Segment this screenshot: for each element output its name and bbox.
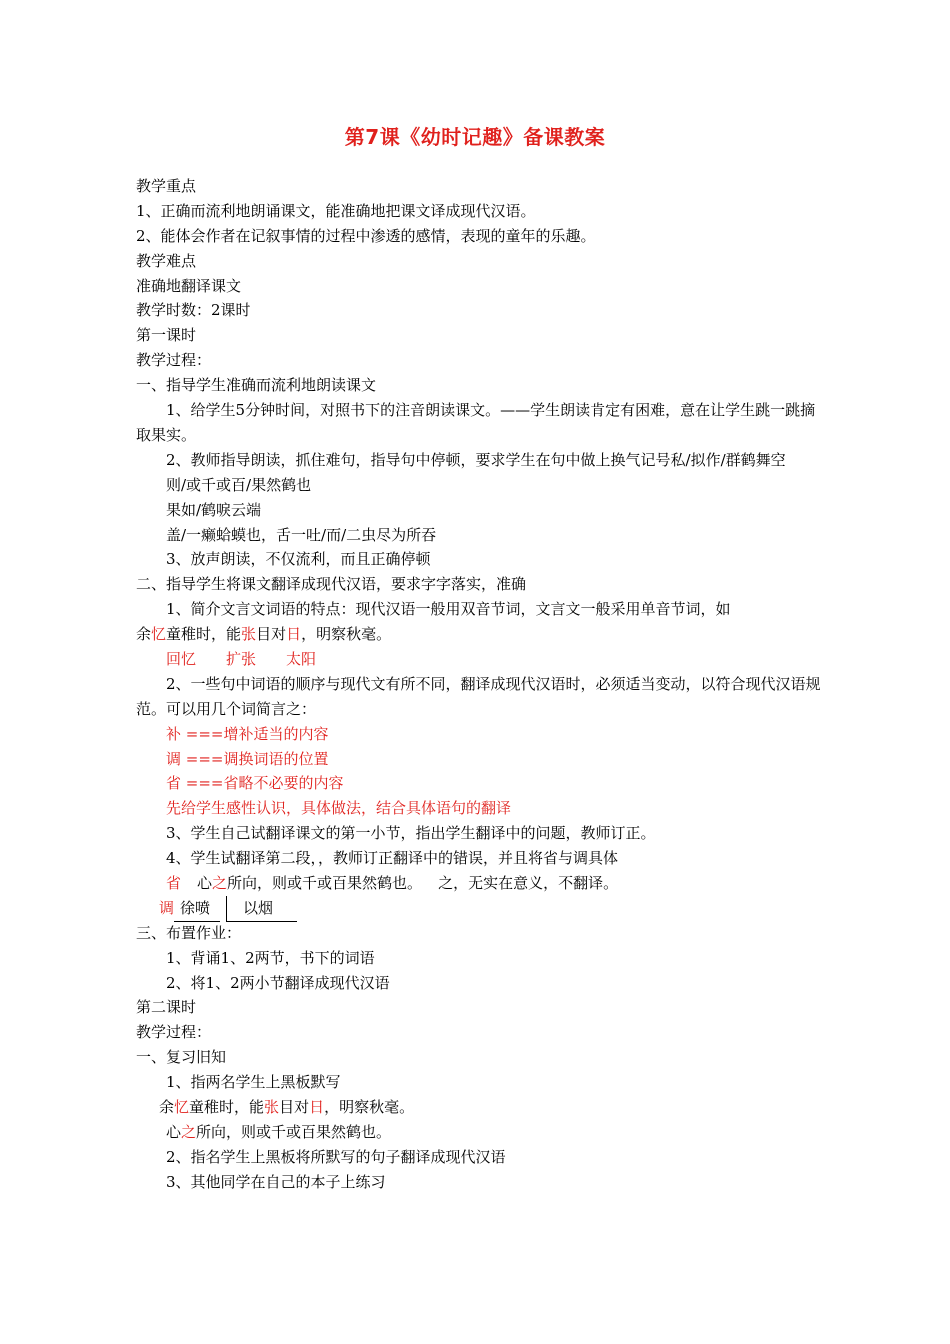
- highlight-word: 之: [181, 1122, 197, 1141]
- highlight-word: 张: [264, 1098, 280, 1117]
- text-line: 3、其他同学在自己的本子上练习: [166, 1172, 386, 1191]
- text-line: 2、指名学生上黑板将所默写的句子翻译成现代汉语: [166, 1147, 506, 1166]
- text-paragraph: 1、给学生5分钟时间，对照书下的注音朗读课文。——学生朗读肯定有困难，意在让学生跳一跳摘取果实。: [136, 401, 816, 444]
- highlight-word: 之: [212, 874, 228, 893]
- translation-words: [136, 647, 826, 672]
- section-heading: 三、布置作业：: [136, 923, 242, 942]
- text-paragraph: 2、教师指导朗读，抓住难句，指导句中停顿，要求学生在句中做上换气记号私/拟作/群鹤舞空: [166, 450, 786, 469]
- heading-process: 教学过程：: [136, 1023, 212, 1042]
- rule-line: 调 ===调换词语的位置: [166, 749, 329, 768]
- text-line: 则/或千或百/果然鹤也: [166, 475, 312, 494]
- text-line: 1、指两名学生上黑板默写: [166, 1073, 341, 1092]
- example-swap: [136, 896, 826, 921]
- example-sentence: [136, 1120, 826, 1145]
- text-line: 3、放声朗读，不仅流利，而且正确停顿: [166, 550, 431, 569]
- text-fragment: 所向，则或千或百果然鹤也。: [227, 874, 423, 893]
- label-omit: 省: [166, 874, 182, 893]
- heading-difficulties: 教学难点: [136, 251, 197, 270]
- section-heading: 一、指导学生准确而流利地朗读课文: [136, 376, 377, 395]
- swap-word-left: 徐喷: [174, 896, 220, 922]
- example-sentence: [136, 1095, 826, 1120]
- rule-line: 补 ===增补适当的内容: [166, 724, 329, 743]
- text-fragment: ，明察秋毫。: [301, 625, 392, 644]
- text-line: 2、将1、2两小节翻译成现代汉语: [166, 973, 390, 992]
- text-line: 3、学生自己试翻译课文的第一小节，指出学生翻译中的问题，教师订正。: [166, 824, 656, 843]
- swap-word-right: 以烟: [226, 896, 297, 922]
- section-heading: 一、复习旧知: [136, 1048, 227, 1067]
- text-line: 果如/鹤唳云端: [166, 500, 262, 519]
- translation-word: 太阳: [286, 649, 317, 668]
- highlight-word: 张: [241, 625, 257, 644]
- text-fragment: 心: [166, 1122, 182, 1141]
- text-fragment: ，明察秋毫。: [324, 1098, 415, 1117]
- heading-key-points: 教学重点: [136, 177, 197, 195]
- text-fragment: 之，无实在意义，不翻译。: [438, 874, 619, 893]
- text-fragment: 目对: [279, 1098, 310, 1117]
- text-line: 4、学生试翻译第二段，，教师订正翻译中的错误，并且将省与调具体: [166, 849, 619, 868]
- rule-line: 省 ===省略不必要的内容: [166, 774, 344, 793]
- text-line: 盖/一癞蛤蟆也，舌一吐/而/二虫尽为所吞: [166, 525, 437, 544]
- highlight-word: 日: [309, 1098, 325, 1117]
- text-line: 1、背诵1、2两节，书下的词语: [166, 948, 375, 967]
- section-heading: 二、指导学生将课文翻译成现代汉语，要求字字落实，准确: [136, 575, 527, 594]
- highlight-word: 忆: [174, 1098, 190, 1117]
- highlight-word: 忆: [151, 625, 167, 644]
- heading-lesson-2: 第二课时: [136, 998, 197, 1017]
- text-fragment: 心: [197, 874, 213, 893]
- text-paragraph: 2、一些句中词语的顺序与现代文有所不同，翻译成现代汉语时，必须适当变动，以符合现代汉语规范。可以用几个词简言之：: [136, 674, 821, 718]
- text-fragment: 余: [136, 625, 152, 644]
- document-body: [136, 174, 826, 1195]
- text-fragment: 目对: [256, 625, 287, 644]
- text-line: 教学时数：2课时: [136, 301, 251, 320]
- text-line: 1、简介文言文词语的特点：现代汉语一般用双音节词，文言文一般采用单音节词，如: [166, 600, 731, 619]
- heading-process: 教学过程：: [136, 351, 212, 370]
- example-sentence: [136, 622, 826, 647]
- translation-word: 回忆: [166, 649, 197, 668]
- text-line: 1、正确而流利地朗诵课文，能准确地把课文译成现代汉语。: [136, 201, 536, 220]
- text-fragment: 余: [159, 1098, 175, 1117]
- text-line: 2、能体会作者在记叙事情的过程中渗透的感情，表现的童年的乐趣。: [136, 226, 596, 245]
- highlight-word: 日: [286, 625, 302, 644]
- text-fragment: 童稚时，能: [189, 1098, 265, 1117]
- page-title: 第7课《幼时记趣》备课教案: [344, 125, 606, 149]
- translation-word: 扩张: [226, 649, 257, 668]
- example-omit: [136, 871, 826, 896]
- heading-lesson-1: 第一课时: [136, 326, 197, 345]
- label-swap: 调: [159, 898, 175, 917]
- text-fragment: 所向，则或千或百果然鹤也。: [196, 1122, 392, 1141]
- text-line: 准确地翻译课文: [136, 276, 242, 295]
- text-fragment: 童稚时，能: [166, 625, 242, 644]
- rule-line: 先给学生感性认识，具体做法，结合具体语句的翻译: [166, 799, 512, 818]
